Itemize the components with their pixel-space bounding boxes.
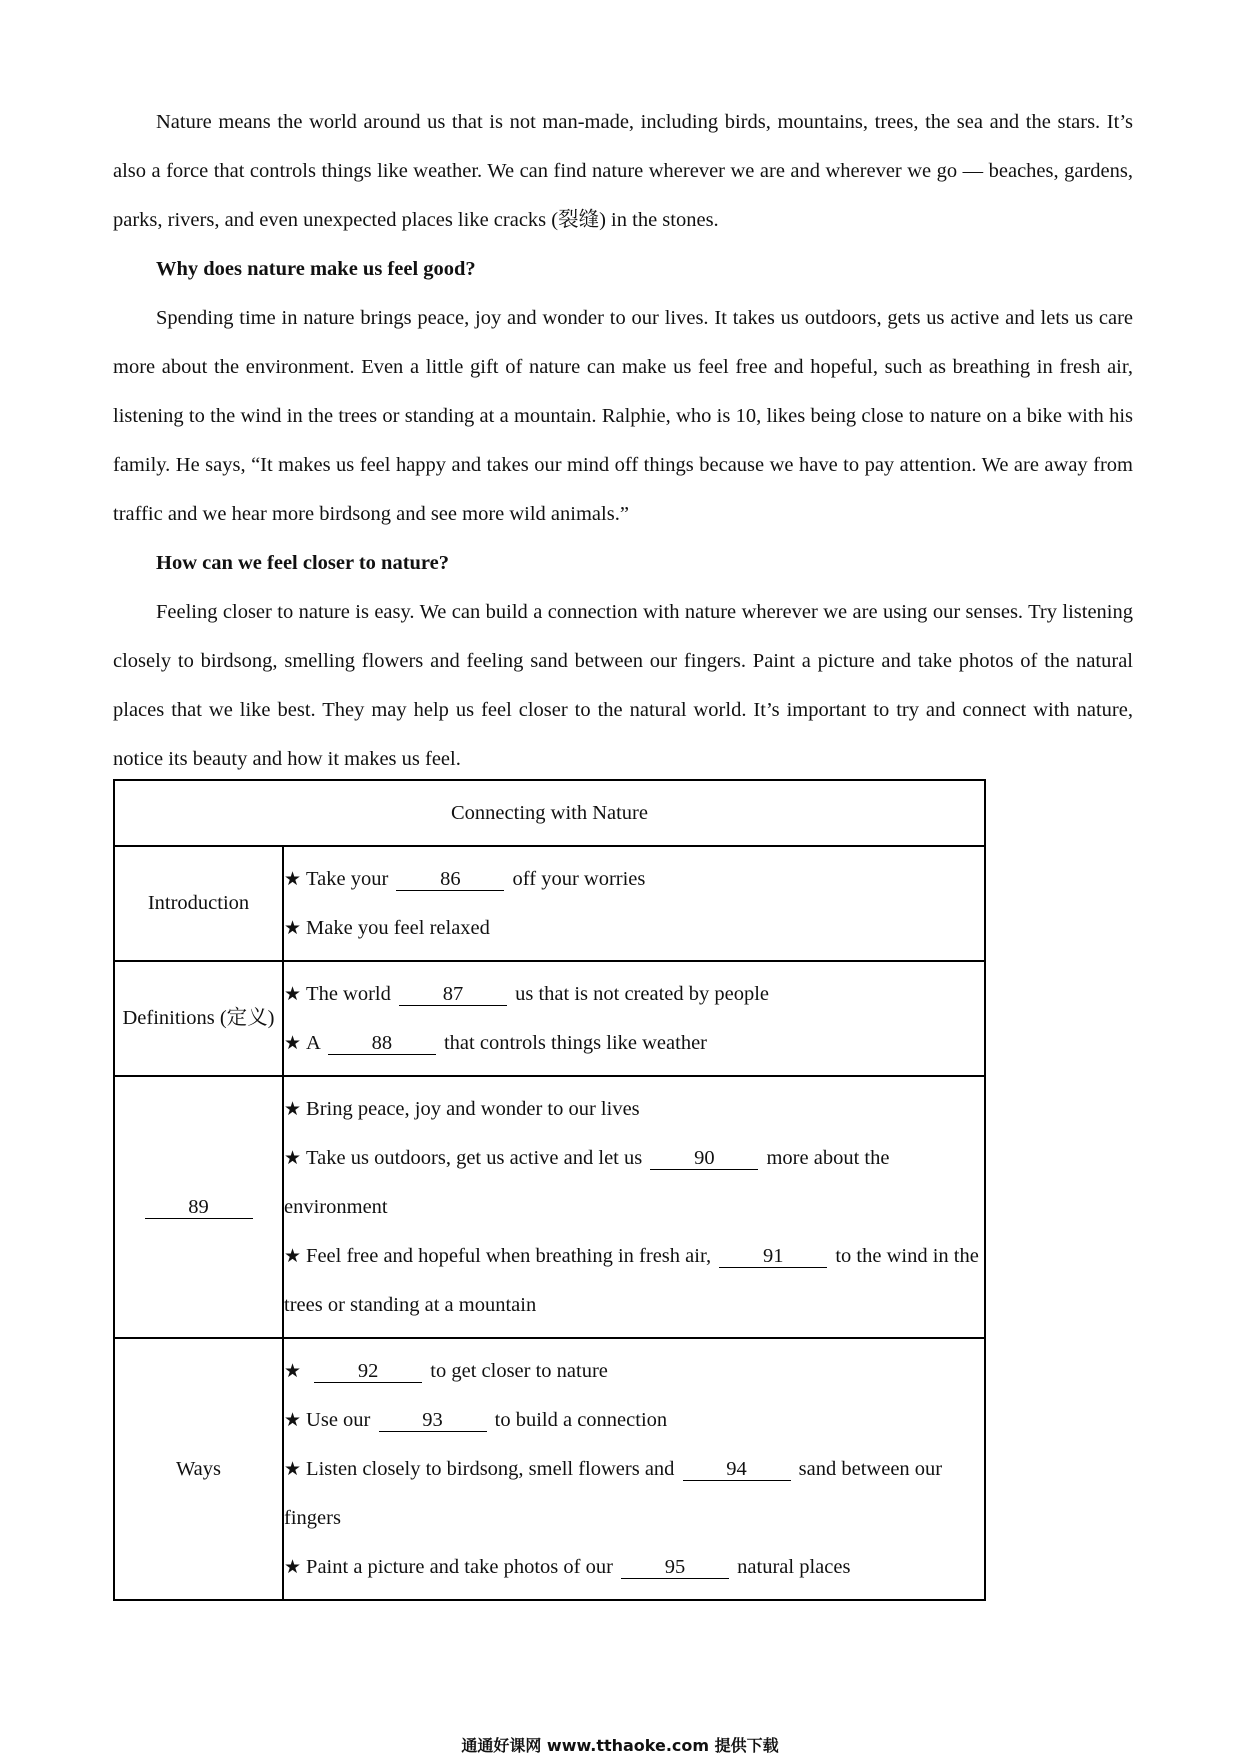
star-icon: ★	[284, 1408, 302, 1431]
paragraph-intro: Nature means the world around us that is not man-made, including birds, mountains, trees, the sea and the stars. It’s also a force that controls things like weather. We can find nature wherever we are and wherever we go — beaches, gardens, parks, rivers, and even unexpected places like cracks (裂缝) in the stones.	[113, 111, 1133, 231]
summary-table	[113, 779, 986, 1601]
table-title: Connecting with Nature	[114, 780, 985, 846]
row-content-reasons: ★ Bring peace, joy and wonder to our lives ★ Take us outdoors, get us active and let us 90 more about the environment ★ Feel free and hopeful when breathing in fresh air, 91 to the wind in the trees or standing at a mountain	[283, 1076, 985, 1338]
table-row-ways	[114, 1338, 985, 1600]
heading-why: Why does nature make us feel good?	[156, 258, 476, 280]
star-icon: ★	[284, 1146, 302, 1169]
star-icon: ★	[284, 1097, 302, 1120]
star-icon: ★	[284, 867, 302, 890]
star-icon: ★	[284, 1244, 302, 1267]
star-icon: ★	[284, 1359, 302, 1382]
blank-87[interactable]: 87	[399, 983, 507, 1006]
heading-how: How can we feel closer to nature?	[156, 552, 450, 574]
star-icon: ★	[284, 1555, 302, 1578]
table-row-introduction	[114, 846, 985, 961]
star-icon: ★	[284, 916, 302, 939]
blank-91[interactable]: 91	[719, 1245, 827, 1268]
blank-95[interactable]: 95	[621, 1556, 729, 1579]
row-label-ways: Ways	[114, 1338, 283, 1600]
row-label-reasons	[114, 1076, 283, 1338]
row-label-definitions: Definitions (定义)	[114, 961, 283, 1076]
row-label-introduction: Introduction	[114, 846, 283, 961]
blank-89[interactable]: 89	[145, 1196, 253, 1219]
row-content-introduction: ★ Take your 86 off your worries ★ Make you feel relaxed	[283, 846, 985, 961]
star-icon: ★	[284, 1457, 302, 1480]
table-row-reasons	[114, 1076, 985, 1338]
row-content-ways: ★ 92 to get closer to nature ★ Use our 93 to build a connection ★ Listen closely to birdsong, smell flowers and 94 sand between our fingers ★ Paint a picture and take photos of our 95 natural places	[283, 1338, 985, 1600]
paragraph-why: Spending time in nature brings peace, joy and wonder to our lives. It takes us outdoors, gets us active and lets us care more about the environment. Even a little gift of nature can make us feel free and hopeful, such as breathing in fresh air, listening to the wind in the trees or standing at a mountain. Ralphie, who is 10, likes being close to nature on a bike with his family. He says, “It makes us feel happy and takes our mind off things because we have to pay attention. We are away from traffic and we hear more birdsong and see more wild animals.”	[113, 307, 1133, 525]
blank-88[interactable]: 88	[328, 1032, 436, 1055]
page-footer: 通通好课网 www.tthaoke.com 提供下载	[461, 1736, 779, 1755]
blank-86[interactable]: 86	[396, 868, 504, 891]
blank-94[interactable]: 94	[683, 1458, 791, 1481]
star-icon: ★	[284, 982, 302, 1005]
table-row-definitions	[114, 961, 985, 1076]
blank-90[interactable]: 90	[650, 1147, 758, 1170]
article	[113, 98, 1133, 784]
blank-92[interactable]: 92	[314, 1360, 422, 1383]
blank-93[interactable]: 93	[379, 1409, 487, 1432]
star-icon: ★	[284, 1031, 302, 1054]
paragraph-how: Feeling closer to nature is easy. We can build a connection with nature wherever we are using our senses. Try listening closely to birdsong, smelling flowers and feeling sand between our fingers. Paint a picture and take photos of the natural places that we like best. They may help us feel closer to the natural world. It’s important to try and connect with nature, notice its beauty and how it makes us feel.	[113, 601, 1133, 770]
row-content-definitions: ★ The world 87 us that is not created by people ★ A 88 that controls things like weather	[283, 961, 985, 1076]
